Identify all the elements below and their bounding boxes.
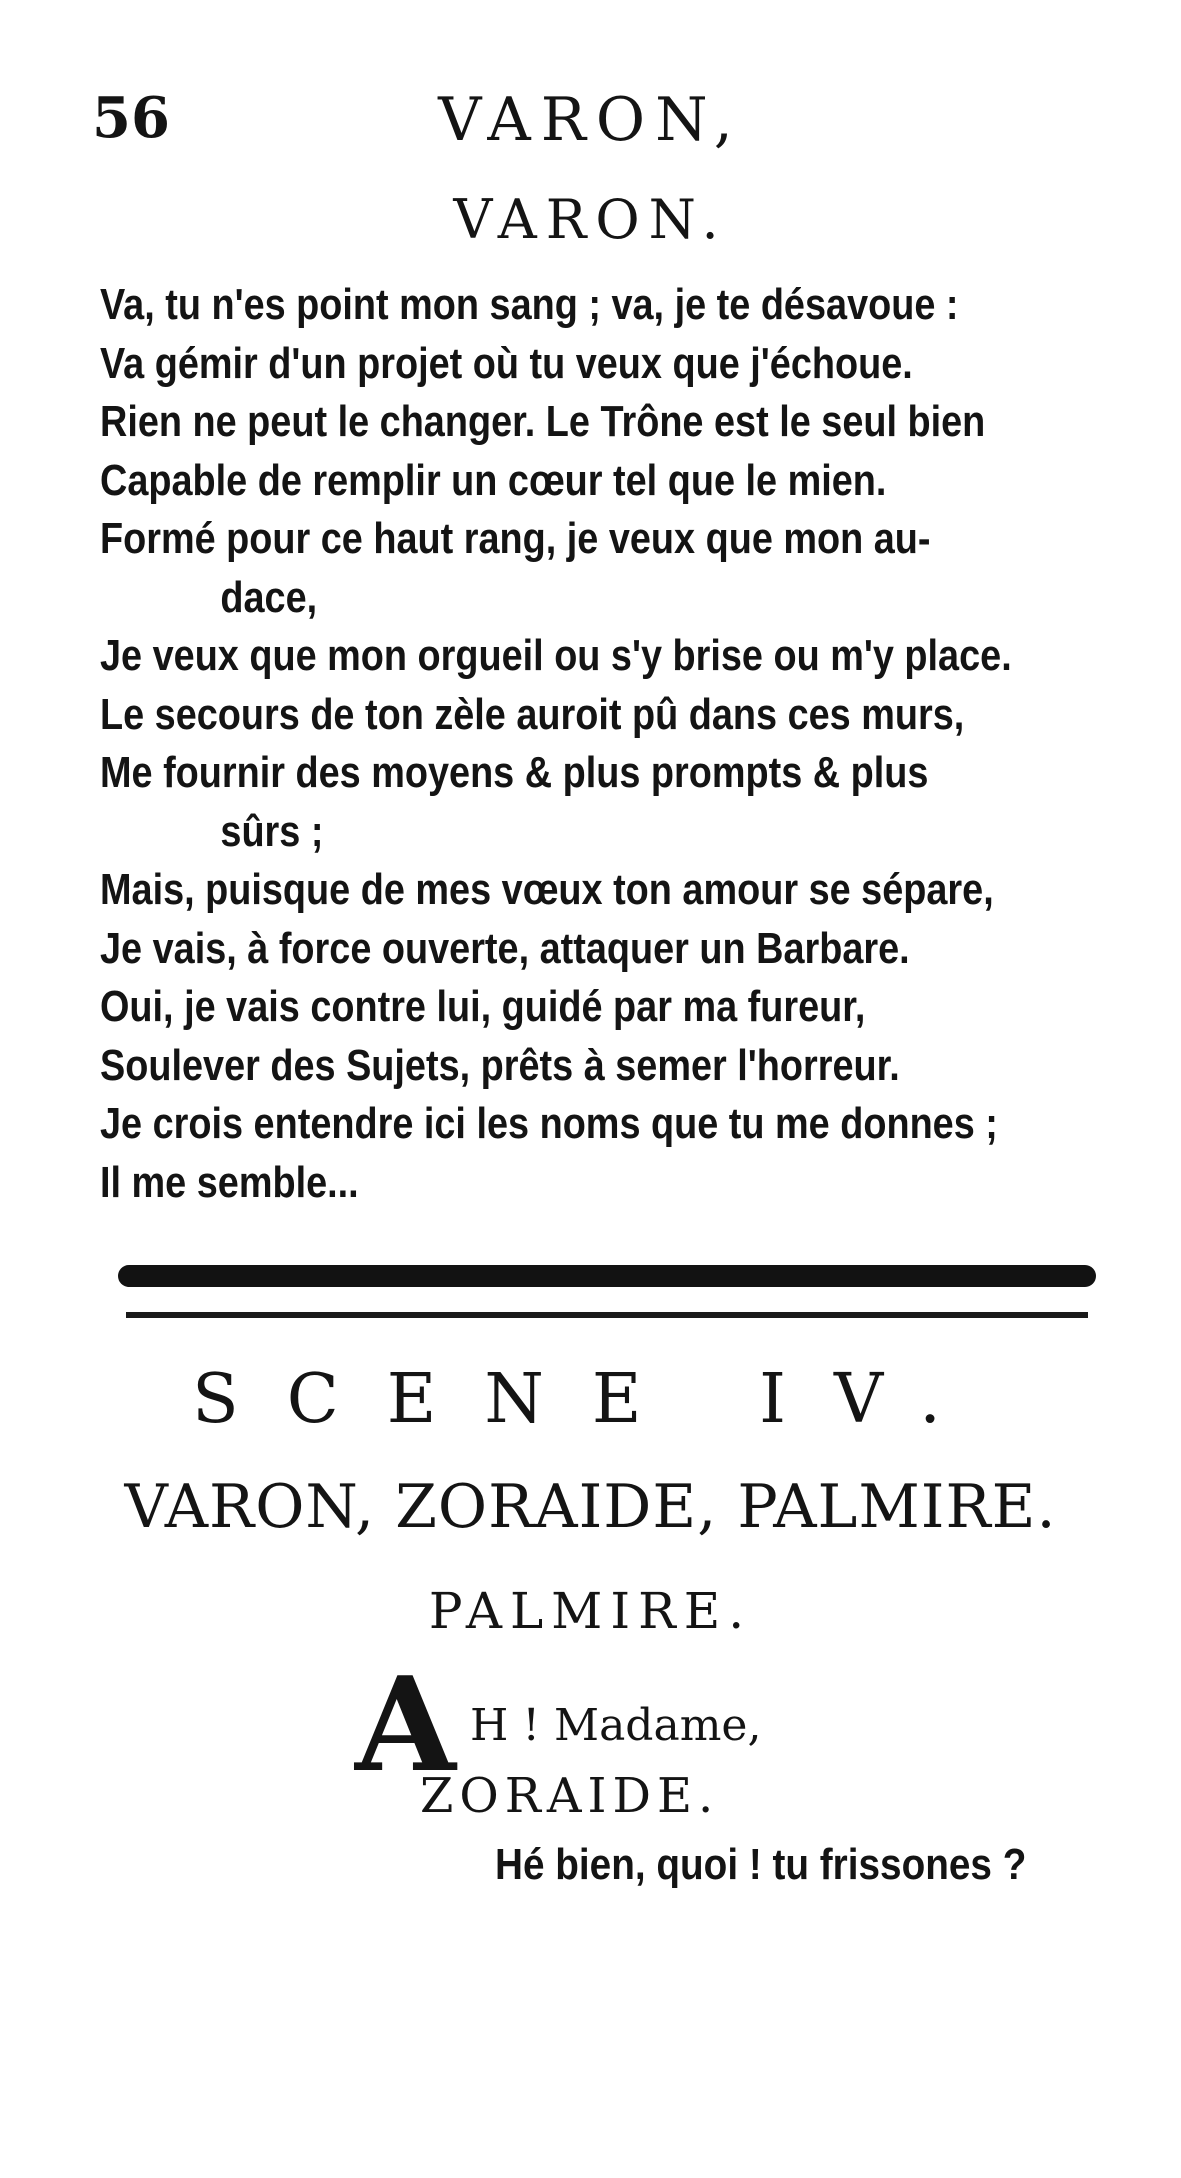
speaker-name: ZORAIDE. xyxy=(420,1768,720,1824)
scene-title: SCENE IV. xyxy=(192,1360,989,1439)
verse-line: Le secours de ton zèle auroit pû dans ces murs, xyxy=(100,689,965,739)
thin-rule xyxy=(126,1312,1088,1318)
verse-line: Me fournir des moyens & plus prompts & plus xyxy=(100,748,929,797)
ornamental-rule xyxy=(118,1265,1096,1287)
verse-line-continuation: sûrs ; xyxy=(220,806,324,856)
verse-line: Formé pour ce haut rang, je veux que mon au- xyxy=(100,514,931,563)
verse-line: Va gémir d'un projet où tu veux que j'échoue. xyxy=(100,338,913,388)
verse-line: Mais, puisque de mes vœux ton amour se sépare, xyxy=(100,865,994,914)
running-head xyxy=(0,85,1181,165)
verse-line: H ! Madame, xyxy=(470,1700,762,1751)
verse-line: Hé bien, quoi ! tu frissones ? xyxy=(495,1840,1027,1889)
speaker-name: VARON. xyxy=(453,188,728,251)
verse-line: Je crois entendre ici les noms que tu me donnes ; xyxy=(100,1099,998,1148)
verse-line: Je vais, à force ouverte, attaquer un Barbare. xyxy=(100,923,910,973)
speaker-name: PALMIRE. xyxy=(428,1582,753,1640)
verse-block xyxy=(100,276,1100,1212)
verse-line: Je veux que mon orgueil ou s'y brise ou m'y place. xyxy=(100,631,1012,680)
verse-line: Rien ne peut le changer. Le Trône est le seul bien xyxy=(100,397,986,446)
running-title: VARON, xyxy=(438,85,743,155)
verse-line: Soulever des Sujets, prêts à semer l'horreur. xyxy=(100,1040,900,1090)
verse-line: Capable de remplir un cœur tel que le mien. xyxy=(100,455,887,505)
verse-line: Oui, je vais contre lui, guidé par ma fureur, xyxy=(100,982,866,1031)
verse-line-continuation: dace, xyxy=(220,572,318,622)
scene-characters: VARON, ZORAIDE, PALMIRE. xyxy=(124,1472,1057,1542)
verse-line: Va, tu n'es point mon sang ; va, je te désavoue : xyxy=(100,280,959,329)
drop-cap: A xyxy=(355,1648,456,1801)
page-number: 56 xyxy=(92,85,170,151)
verse-line: Il me semble... xyxy=(100,1157,359,1207)
